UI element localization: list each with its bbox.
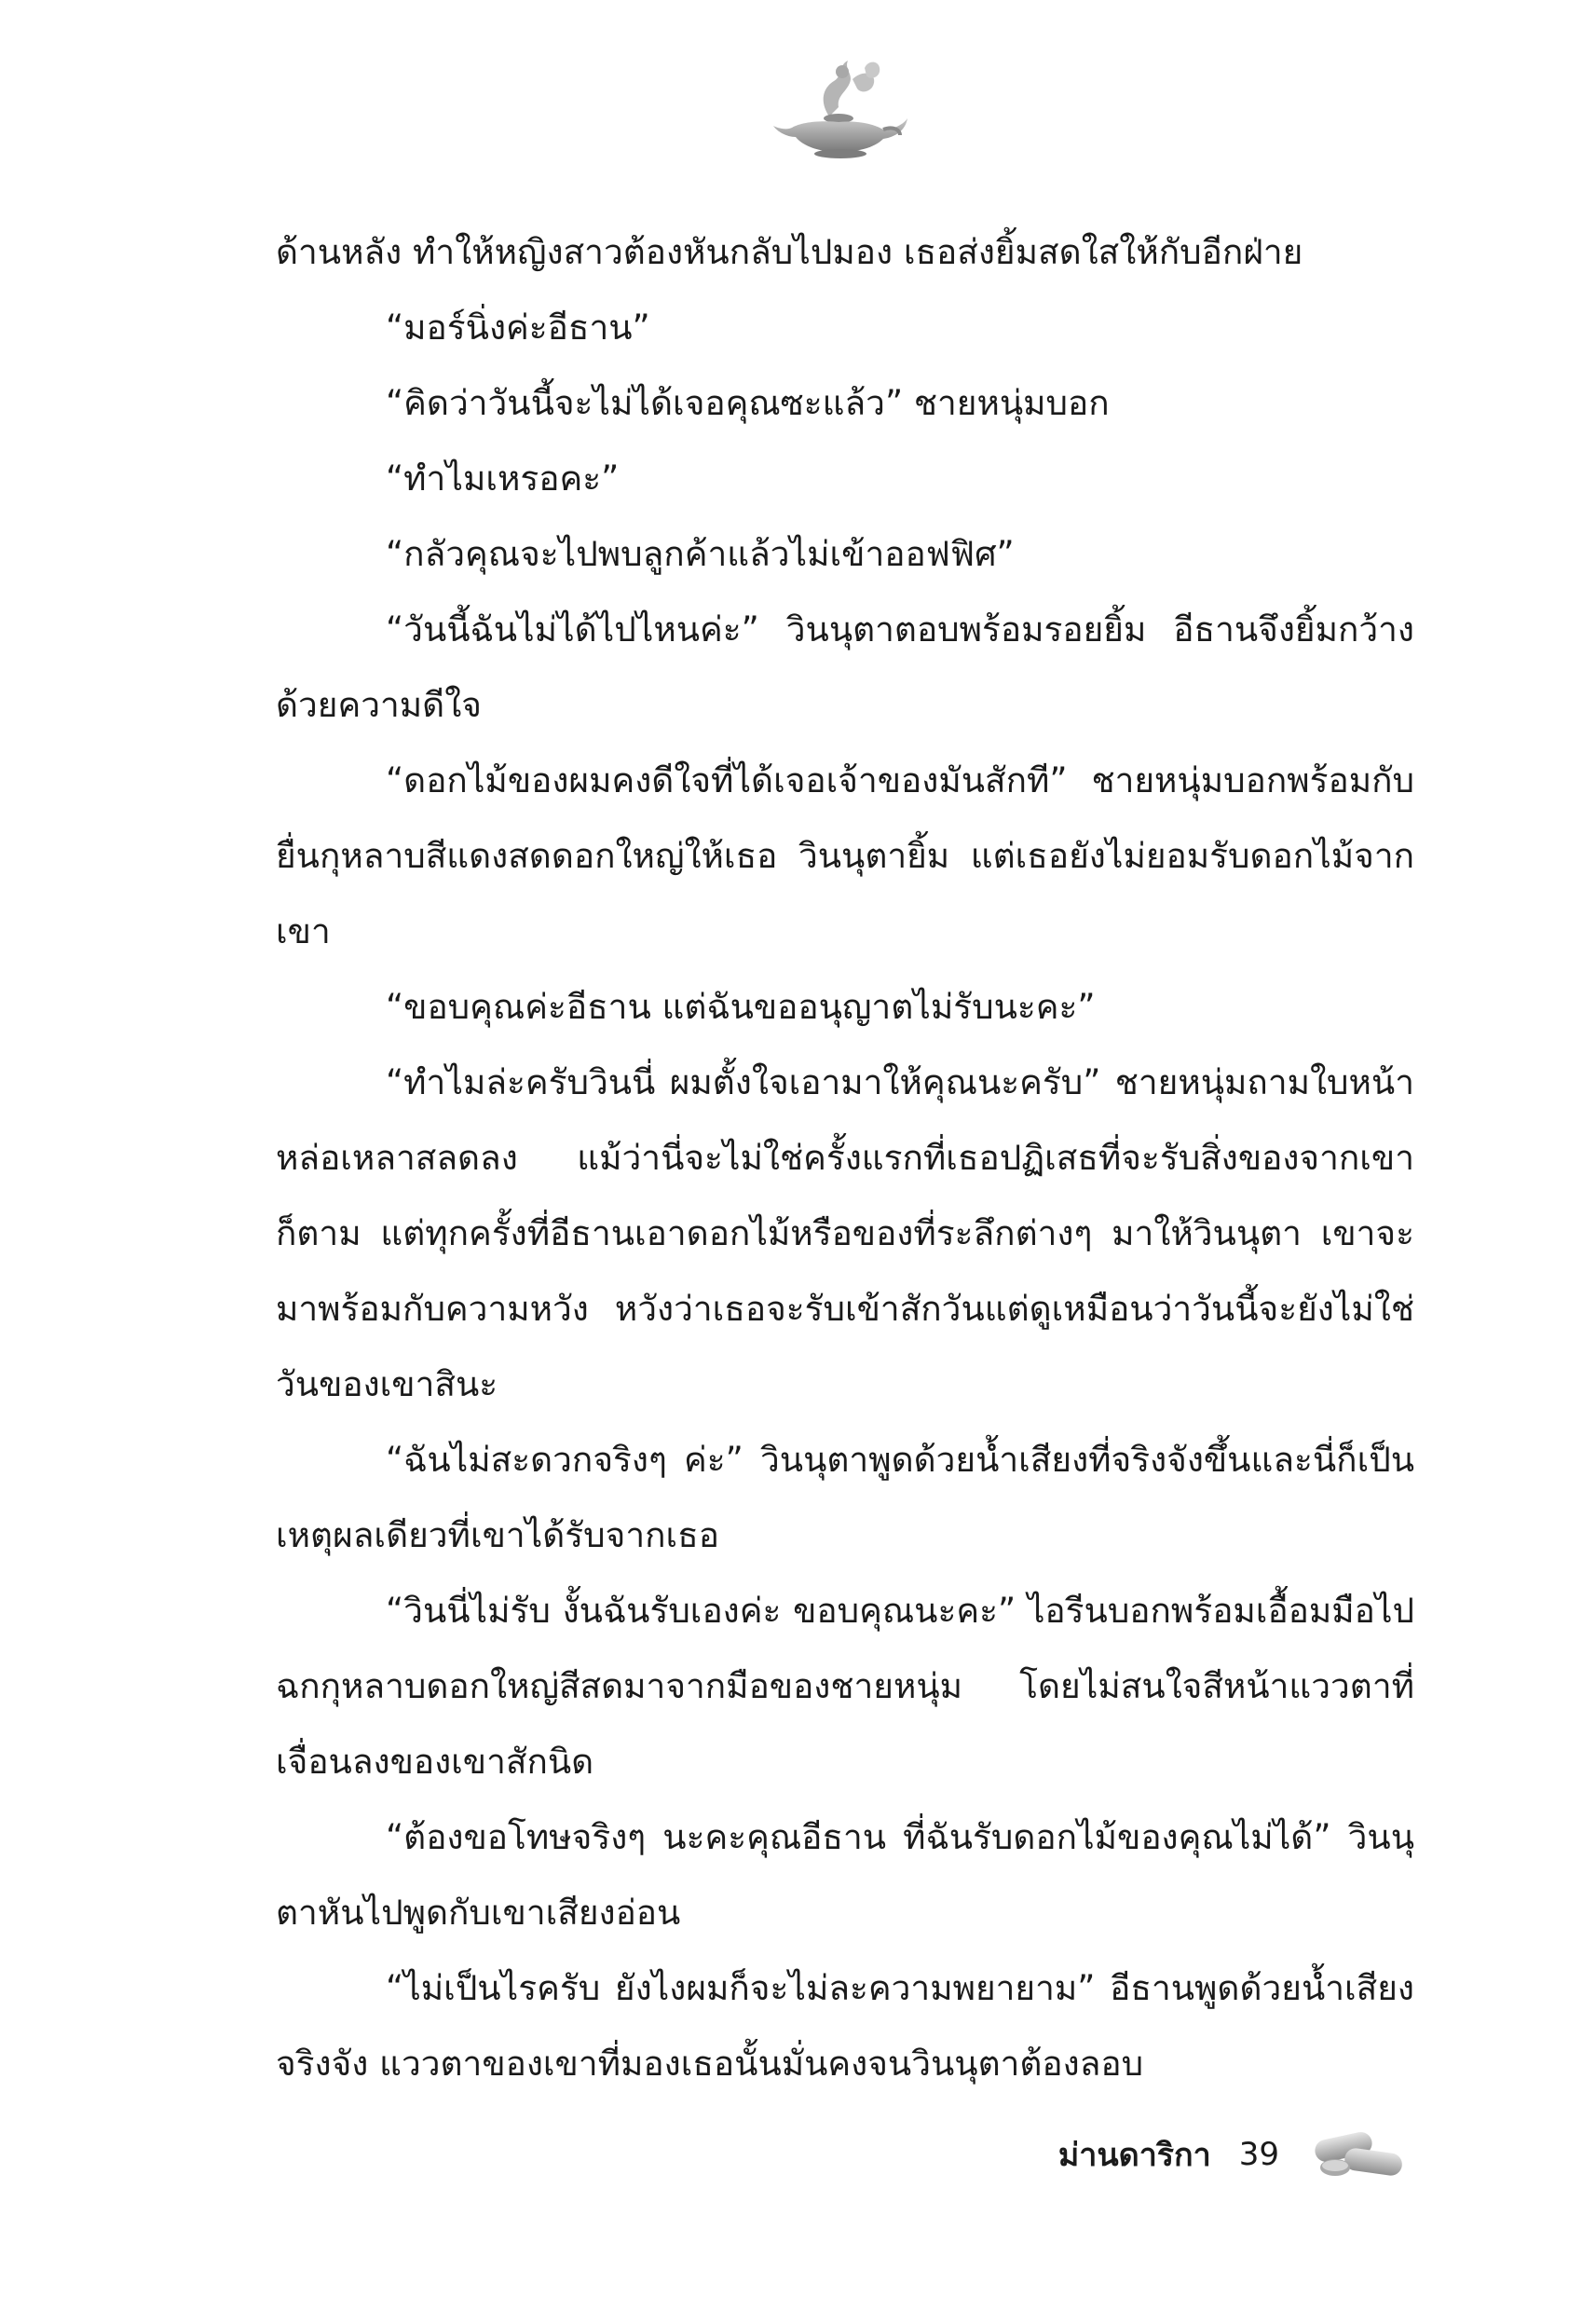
body-text: [276, 214, 1414, 2101]
book-title: ม่านดาริกา: [1057, 2137, 1211, 2174]
paragraph: “ขอบคุณค่ะอีธาน แต่ฉันขออนุญาตไม่รับนะคะ”: [386, 987, 1096, 1027]
genie-lamp-ornament-icon: [764, 51, 913, 163]
paragraph: “มอร์นิ่งค่ะอีธาน”: [386, 308, 650, 348]
paragraph: “วันนี้ฉันไม่ได้ไปไหนค่ะ” วินนุตาตอบพร้อมรอยยิ้ม อีธานจึงยิ้มกว้างด้วยความดีใจ: [276, 609, 1414, 725]
pills-icon: [1307, 2126, 1410, 2182]
paragraph: “วินนี่ไม่รับ งั้นฉันรับเองค่ะ ขอบคุณนะคะ” ไอรีนบอกพร้อมเอื้อมมือไปฉกกุหลาบดอกใหญ่สีสดมาจากมือของชายหนุ่ม โดยไม่สนใจสีหน้าแววตาที่เจื่อนลงของเขาสักนิด: [276, 1591, 1414, 1782]
paragraph: “ไม่เป็นไรครับ ยังไงผมก็จะไม่ละความพยายาม” อีธานพูดด้วยน้ำเสียงจริงจัง แววตาของเขาที่มองเธอนั้นมั่นคงจนวินนุตาต้องลอบ: [276, 1968, 1414, 2084]
paragraph: “กลัวคุณจะไปพบลูกค้าแล้วไม่เข้าออฟฟิศ”: [386, 534, 1015, 574]
paragraph: “คิดว่าวันนี้จะไม่ได้เจอคุณซะแล้ว” ชายหนุ่มบอก: [386, 383, 1110, 423]
paragraph: ด้านหลัง ทำให้หญิงสาวต้องหันกลับไปมอง เธอส่งยิ้มสดใสให้กับอีกฝ่าย: [276, 232, 1303, 272]
page-footer: [1058, 2126, 1410, 2182]
page-number: 39: [1238, 2136, 1279, 2173]
paragraph: “ทำไมล่ะครับวินนี่ ผมตั้งใจเอามาให้คุณนะครับ” ชายหนุ่มถามใบหน้าหล่อเหลาสลดลง แม้ว่านี่จะไม่ใช่ครั้งแรกที่เธอปฏิเสธที่จะรับสิ่งของจากเขาก็ตาม แต่ทุกครั้งที่อีธานเอาดอกไม้หรือของที่ระลึกต่างๆ มาให้วินนุตา เขาจะมาพร้อมกับความหวัง หวังว่าเธอจะรับเข้าสักวันแต่ดูเหมือนว่าวันนี้จะยังไม่ใช่วันของเขาสินะ: [276, 1062, 1414, 1404]
paragraph: “ต้องขอโทษจริงๆ นะคะคุณอีธาน ที่ฉันรับดอกไม้ของคุณไม่ได้” วินนุตาหันไปพูดกับเขาเสียงอ่อน: [276, 1817, 1414, 1933]
paragraph: “ฉันไม่สะดวกจริงๆ ค่ะ” วินนุตาพูดด้วยน้ำเสียงที่จริงจังขึ้นและนี่ก็เป็นเหตุผลเดียวที่เขาได้รับจากเธอ: [276, 1440, 1414, 1555]
paragraph: “ทำไมเหรอคะ”: [386, 458, 620, 499]
paragraph: “ดอกไม้ของผมคงดีใจที่ได้เจอเจ้าของมันสักที” ชายหนุ่มบอกพร้อมกับยื่นกุหลาบสีแดงสดดอกใหญ่ให้เธอ วินนุตายิ้ม แต่เธอยังไม่ยอมรับดอกไม้จากเขา: [276, 760, 1414, 951]
